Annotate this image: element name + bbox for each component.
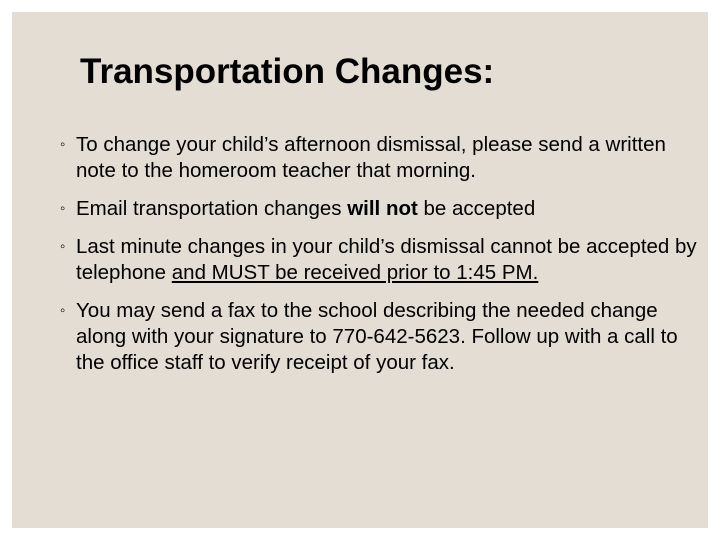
bullet-marker-icon: ◦ — [60, 200, 66, 217]
bullet-text — [76, 235, 697, 284]
bullet-text-bold: will not — [347, 197, 418, 220]
bullet-item-afternoon-dismissal — [60, 132, 710, 184]
bullet-item-email-changes — [60, 196, 710, 222]
bullet-marker-icon: ◦ — [60, 238, 66, 255]
bullet-list — [60, 132, 710, 388]
bullet-item-last-minute-changes — [60, 234, 710, 286]
bullet-text-end: be accepted — [417, 197, 536, 220]
bullet-marker-icon: ◦ — [60, 136, 66, 153]
bullet-text: To change your child’s afternoon dismissal, please send a written note to the homeroom teacher that morning. — [76, 133, 666, 182]
bullet-marker-icon: ◦ — [60, 302, 66, 319]
bullet-text-underlined: and MUST be received prior to 1:45 PM. — [171, 261, 539, 284]
bullet-text: You may send a fax to the school describing the needed change along with your signature to 770-642-5623. Follow up with a call to the office staff to verify receipt of your fax. — [76, 299, 678, 374]
slide-title: Transportation Changes: — [80, 52, 495, 91]
bullet-text — [76, 197, 535, 220]
slide — [12, 12, 708, 528]
bullet-item-fax — [60, 298, 710, 376]
bullet-text-start: Email transportation changes — [76, 197, 348, 220]
bullet-text-start: Last minute changes in your child’s dismissal cannot be accepted by telephone — [76, 235, 697, 284]
